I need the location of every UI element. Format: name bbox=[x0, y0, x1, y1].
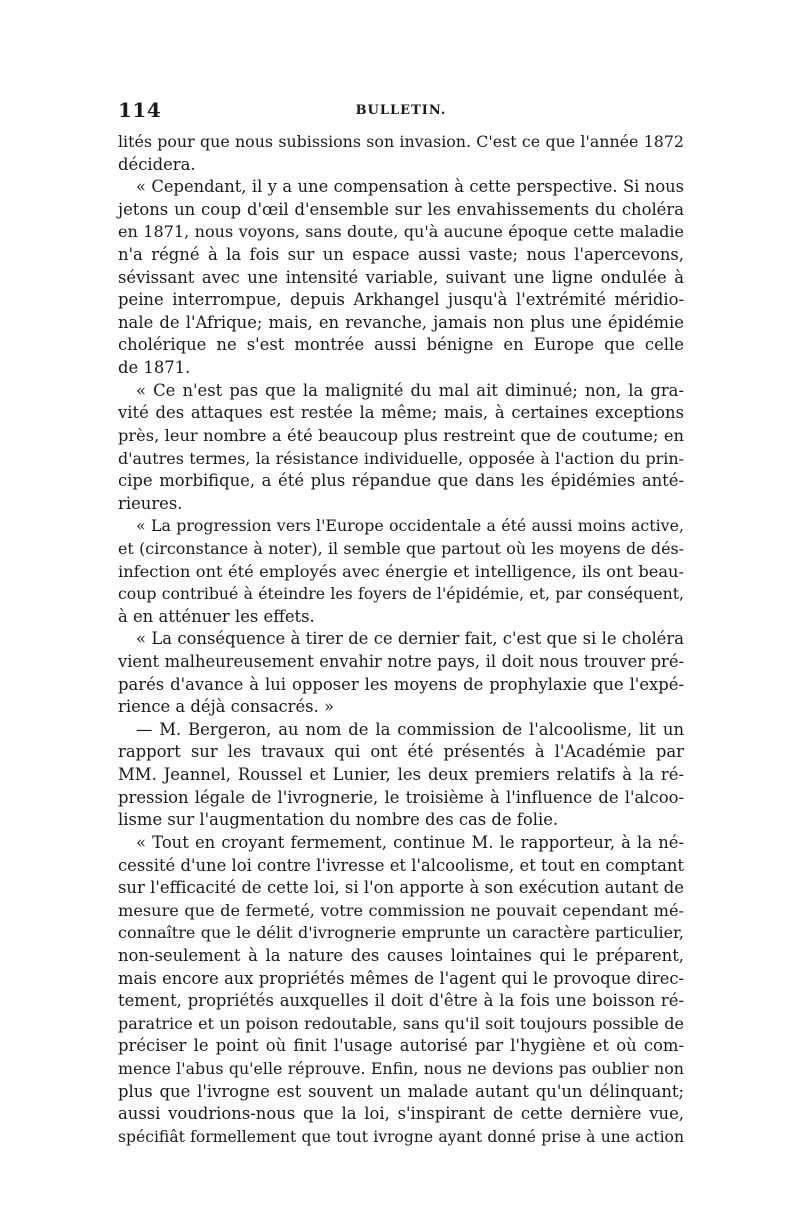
text-line: nale de l'Afrique; mais, en revanche, jamais non plus une épidémie bbox=[118, 312, 684, 332]
text-line: mence l'abus qu'elle réprouve. Enfin, nous ne devions pas oublier non bbox=[118, 1058, 684, 1078]
text-line: « La progression vers l'Europe occidentale a été aussi moins active, bbox=[136, 516, 684, 536]
text-line: « Cependant, il y a une compensation à cette perspective. Si nous bbox=[136, 177, 684, 197]
text-line: — M. Bergeron, au nom de la commission de l'alcoolisme, lit un bbox=[136, 719, 684, 739]
text-line: à en atténuer les effets. bbox=[118, 606, 315, 626]
text-line: cholérique ne s'est montrée aussi bénigne en Europe que celle bbox=[118, 335, 684, 355]
text-line: pression légale de l'ivrognerie, le troisième à l'influence de l'alcoo- bbox=[118, 787, 684, 807]
text-line: mais encore aux propriétés mêmes de l'agent qui le provoque direc- bbox=[118, 968, 684, 988]
text-line: infection ont été employés avec énergie et intelligence, ils ont beau- bbox=[118, 561, 684, 581]
text-line: « Tout en croyant fermement, continue M. le rapporteur, à la né- bbox=[136, 832, 684, 852]
text-line: paratrice et un poison redoutable, sans qu'il soit toujours possible de bbox=[118, 1013, 684, 1033]
text-line: « Ce n'est pas que la malignité du mal ait diminué; non, la gra- bbox=[136, 380, 684, 400]
text-line: et (circonstance à noter), il semble que partout où les moyens de dés- bbox=[118, 538, 684, 558]
text-line: plus que l'ivrogne est souvent un malade autant qu'un délinquant; bbox=[118, 1081, 684, 1101]
text-line: sur l'efficacité de cette loi, si l'on apporte à son exécution autant de bbox=[118, 878, 684, 898]
text-line: rapport sur les travaux qui ont été présentés à l'Académie par bbox=[118, 742, 684, 762]
text-line: connaître que le délit d'ivrognerie emprunte un caractère particulier, bbox=[118, 923, 684, 943]
text-line: aussi voudrions-nous que la loi, s'inspirant de cette dernière vue, bbox=[118, 1104, 684, 1124]
text-line: cessité d'une loi contre l'ivresse et l'alcoolisme, et tout en comptant bbox=[118, 855, 684, 875]
text-line: de 1871. bbox=[118, 358, 191, 378]
text-line: décidera. bbox=[118, 154, 196, 174]
text-line: spécifiât formellement que tout ivrogne ayant donné prise à une action bbox=[118, 1127, 684, 1146]
text-line: jetons un coup d'œil d'ensemble sur les envahissements du choléra bbox=[118, 199, 684, 219]
text-line: cipe morbifique, a été plus répandue que dans les épidémies anté- bbox=[118, 471, 684, 491]
text-line: tement, propriétés auxquelles il doit d'être à la fois une boisson ré- bbox=[118, 991, 684, 1011]
page-header bbox=[118, 98, 684, 124]
text-line: lités pour que nous subissions son invasion. C'est ce que l'année 1872 bbox=[118, 132, 684, 151]
text-line: préciser le point où finit l'usage autorisé par l'hygiène et où com- bbox=[118, 1036, 684, 1056]
body-text bbox=[118, 131, 684, 1148]
text-line: MM. Jeannel, Roussel et Lunier, les deux premiers relatifs à la ré- bbox=[118, 765, 684, 785]
text-line: mesure que de fermeté, votre commission ne pouvait cependant mé- bbox=[118, 900, 684, 920]
text-line: vité des attaques est restée la même; mais, à certaines exceptions bbox=[118, 403, 684, 423]
text-line: vient malheureusement envahir notre pays, il doit nous trouver pré- bbox=[118, 652, 684, 672]
text-line: sévissant avec une intensité variable, suivant une ligne ondulée à bbox=[118, 267, 684, 287]
text-line: près, leur nombre a été beaucoup plus restreint que de coutume; en bbox=[118, 425, 684, 445]
running-title: BULLETIN. bbox=[355, 103, 447, 118]
text-line: peine interrompue, depuis Arkhangel jusqu'à l'extrémité méridio- bbox=[118, 290, 684, 310]
text-line: coup contribué à éteindre les foyers de l'épidémie, et, par conséquent, bbox=[118, 584, 684, 604]
text-line: d'autres termes, la résistance individuelle, opposée à l'action du prin- bbox=[118, 448, 684, 468]
text-line: n'a régné à la fois sur un espace aussi vaste; nous l'apercevons, bbox=[118, 245, 684, 265]
text-line: rieures. bbox=[118, 493, 183, 513]
text-line: parés d'avance à lui opposer les moyens de prophylaxie que l'expé- bbox=[118, 674, 684, 694]
text-line: non-seulement à la nature des causes lointaines qui le préparent, bbox=[118, 945, 684, 965]
text-line: en 1871, nous voyons, sans doute, qu'à aucune époque cette maladie bbox=[118, 222, 684, 242]
text-line: lisme sur l'augmentation du nombre des cas de folie. bbox=[118, 810, 559, 830]
text-line: rience a déjà consacrés. » bbox=[118, 697, 335, 717]
text-line: « La conséquence à tirer de ce dernier fait, c'est que si le choléra bbox=[136, 629, 684, 649]
page-number: 114 bbox=[118, 98, 162, 122]
